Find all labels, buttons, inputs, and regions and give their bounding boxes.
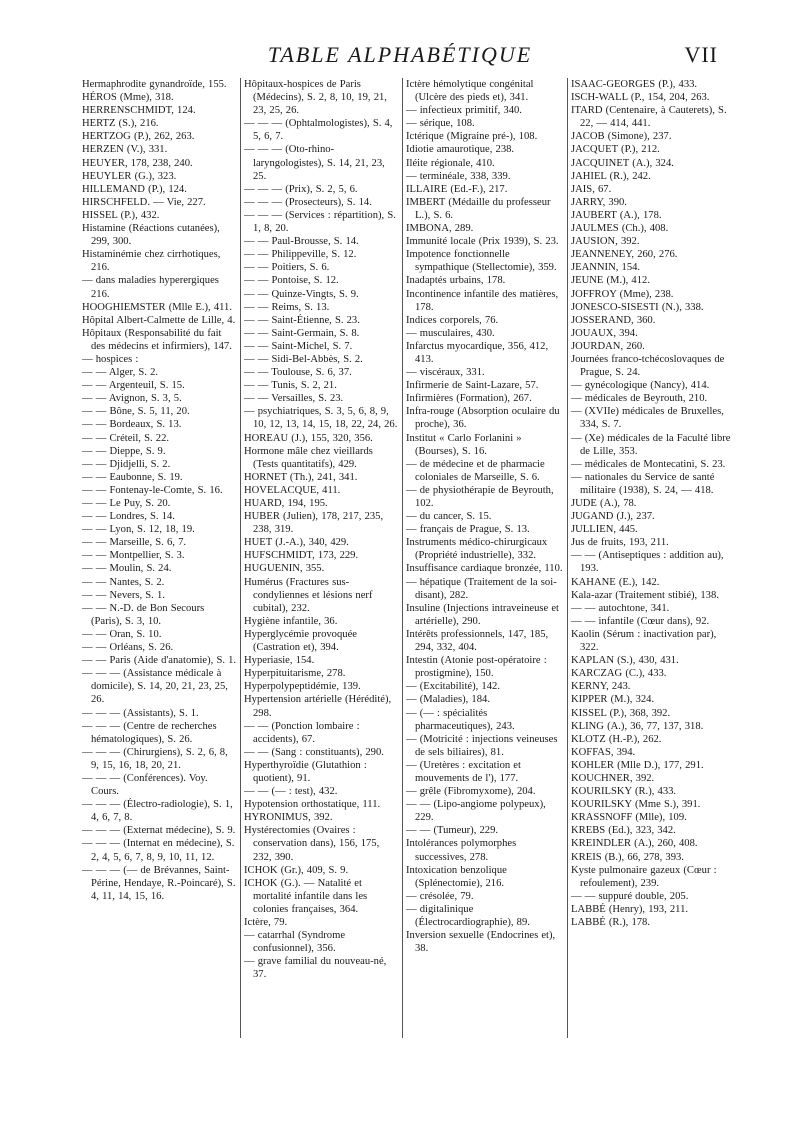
index-entry: JAIS, 67. bbox=[571, 183, 612, 195]
index-entry: JOFFROY (Mme), 238. bbox=[571, 288, 674, 300]
index-entry: Histamine (Réactions cutanées), 299, 300. bbox=[82, 223, 220, 248]
index-entry: — sérique, 108. bbox=[406, 118, 475, 130]
index-entry: — — suppuré double, 205. bbox=[571, 890, 689, 902]
index-entry: KARCZAG (C.), 433. bbox=[571, 668, 667, 680]
index-entry: — grêle (Fibromyxome), 204. bbox=[406, 786, 536, 798]
index-entry: — — Sidi-Bel-Abbès, S. 2. bbox=[244, 353, 363, 365]
index-entry: JOUAUX, 394. bbox=[571, 327, 638, 339]
index-entry: Ictère hémolytique congénital (Ulcère des pieds et), 341. bbox=[406, 79, 534, 104]
index-entry: — — Paul-Brousse, S. 14. bbox=[244, 236, 359, 248]
index-entry: ILLAIRE (Ed.-F.), 217. bbox=[406, 183, 508, 195]
index-entry: ISAAC-GEORGES (P.), 433. bbox=[571, 79, 698, 90]
index-entry: HORNET (Th.), 241, 341. bbox=[244, 471, 358, 483]
index-entry: Impotence fonctionnelle sympathique (Stellectomie), 359. bbox=[406, 249, 557, 274]
index-entry: — — Montpellier, S. 3. bbox=[82, 550, 185, 562]
index-entry: Journées franco-tchécoslovaques de Prague, S. 24. bbox=[571, 353, 725, 379]
index-entry: KIPPER (M.), 324. bbox=[571, 694, 655, 706]
index-entry: HUARD, 194, 195. bbox=[244, 498, 328, 509]
index-entry: — hospices : bbox=[82, 353, 139, 365]
index-entry: KOHLER (Mlle D.), 177, 291. bbox=[571, 759, 704, 771]
index-entry: — — Alger, S. 2. bbox=[82, 367, 159, 379]
index-entry: HISSEL (P.), 432. bbox=[82, 209, 160, 221]
index-entry: — — Fontenay-le-Comte, S. 16. bbox=[82, 484, 223, 496]
page-number: VII bbox=[684, 42, 718, 67]
index-entry: — dans maladies hyperergiques 216. bbox=[82, 275, 219, 300]
index-entry: — (Maladies), 184. bbox=[406, 694, 490, 706]
index-entry: Kaolin (Sérum : inactivation par), 322. bbox=[571, 628, 717, 654]
index-entry: — médicales de Montecatini, S. 23. bbox=[571, 458, 726, 470]
index-column-2 bbox=[244, 78, 399, 1068]
index-entry: — — — (Assistance médicale à domicile), S. 14, 20, 21, 23, 25, 26. bbox=[82, 668, 228, 706]
index-entry: — — Quinze-Vingts, S. 9. bbox=[244, 288, 359, 300]
index-entry: — — Saint-Étienne, S. 23. bbox=[244, 314, 360, 326]
index-entry: HERZEN (V.), 331. bbox=[82, 144, 168, 156]
index-entry: — — Créteil, S. 22. bbox=[82, 432, 170, 444]
index-entry: Inversion sexuelle (Endocrines et), 38. bbox=[406, 930, 556, 955]
index-entry: Jus de fruits, 193, 211. bbox=[571, 537, 669, 549]
index-entry: — nationales du Service de santé militaire (1938), S. 24, — 418. bbox=[571, 471, 715, 496]
index-entry: Intolérances polymorphes successives, 278. bbox=[406, 838, 517, 863]
index-entry: HUET (J.-A.), 340, 429. bbox=[244, 537, 349, 549]
index-entry: — — Dieppe, S. 9. bbox=[82, 445, 166, 457]
column-divider bbox=[567, 78, 568, 1038]
index-entry: — de médecine et de pharmacie coloniales de Marseille, S. 6. bbox=[406, 458, 545, 483]
index-entry: ITARD (Centenaire, à Cauterets), S. 22, — 414, 441. bbox=[571, 105, 727, 130]
index-entry: HYRONIMUS, 392. bbox=[244, 812, 333, 824]
index-entry: Hermaphrodite gynandroïde, 155. bbox=[82, 79, 227, 90]
index-entry: Insuffisance cardiaque bronzée, 110. bbox=[406, 563, 563, 575]
index-entry: — — Poitiers, S. 6. bbox=[244, 262, 330, 274]
index-entry: KISSEL (P.), 368, 392. bbox=[571, 707, 671, 719]
index-entry: Infra-rouge (Absorption oculaire du proche), 36. bbox=[406, 406, 560, 431]
index-entry: — grave familial du nouveau-né, 37. bbox=[244, 956, 387, 981]
index-entry: — (XVIIe) médicales de Bruxelles, 334, S. 7. bbox=[571, 406, 724, 431]
index-entry: — — Tunis, S. 2, 21. bbox=[244, 380, 337, 392]
index-entry: Hôpital Albert-Calmette de Lille, 4. bbox=[82, 314, 236, 326]
index-entry: — — (Lipo-angiome polypeux), 229. bbox=[406, 799, 546, 824]
index-entry: Hyperpituitarisme, 278. bbox=[244, 668, 346, 680]
index-entry: — (— : spécialités pharmaceutiques), 243. bbox=[406, 707, 515, 732]
index-entry: Infirmerie de Saint-Lazare, 57. bbox=[406, 380, 539, 392]
index-entry: — — — (Internat en médecine), S. 2, 4, 5, 6, 7, 8, 9, 10, 11, 12. bbox=[82, 838, 235, 863]
index-entry: — — — (Externat médecine), S. 9. bbox=[82, 825, 236, 837]
column-divider bbox=[402, 78, 403, 1038]
index-entry: — — — (Chirurgiens), S. 2, 6, 8, 9, 15, 16, 18, 20, 21. bbox=[82, 746, 228, 771]
index-entry: KREINDLER (A.), 260, 408. bbox=[571, 838, 698, 850]
index-entry: — (Xe) médicales de la Faculté libre de Lille, 353. bbox=[571, 432, 731, 457]
index-entry: — — Paris (Aide d'anatomie), S. 1. bbox=[82, 655, 237, 667]
index-entry: — — Londres, S. 14. bbox=[82, 511, 175, 523]
index-entry: — — — (Ophtalmologistes), S. 4, 5, 6, 7. bbox=[244, 118, 393, 143]
index-entry: — — Lyon, S. 12, 18, 19. bbox=[82, 524, 195, 536]
index-entry: — — (— : test), 432. bbox=[244, 786, 338, 798]
index-entry: JUDE (A.), 78. bbox=[571, 498, 637, 509]
index-entry: — — Toulouse, S. 6, 37. bbox=[244, 367, 352, 379]
index-entry: — — Eaubonne, S. 19. bbox=[82, 471, 183, 483]
index-entry: ICHOK (G.). — Natalité et mortalité infantile dans les colonies françaises, 364. bbox=[244, 877, 368, 915]
index-entry: HÉROS (Mme), 318. bbox=[82, 92, 174, 104]
index-entry: — (Excitabilité), 142. bbox=[406, 681, 500, 693]
index-entry: — — (Ponction lombaire : accidents), 67. bbox=[244, 720, 360, 745]
index-entry: — (Motricité : injections veineuses de sels biliaires), 81. bbox=[406, 733, 558, 758]
index-entry: — — — (Centre de recherches hématologiques), S. 26. bbox=[82, 720, 217, 745]
page-header bbox=[82, 40, 718, 70]
index-entry: — — Moulin, S. 24. bbox=[82, 563, 172, 575]
index-entry: — — Versailles, S. 23. bbox=[244, 393, 344, 405]
index-entry: KREIS (B.), 66, 278, 393. bbox=[571, 851, 684, 863]
index-entry: — — Reims, S. 13. bbox=[244, 301, 330, 313]
index-entry: — — (Tumeur), 229. bbox=[406, 825, 499, 837]
index-entry: KAPLAN (S.), 430, 431. bbox=[571, 655, 679, 667]
index-entry: — — Philippeville, S. 12. bbox=[244, 249, 357, 261]
page-title: TABLE ALPHABÉTIQUE bbox=[267, 42, 533, 67]
index-entry: JACQUINET (A.), 324. bbox=[571, 157, 674, 169]
index-entry: JAUSION, 392. bbox=[571, 236, 640, 248]
index-entry: — — — (Conférences). Voy. Cours. bbox=[82, 772, 208, 798]
index-entry: — — — (Prosecteurs), S. 14. bbox=[244, 196, 372, 208]
index-entry: JACOB (Simone), 237. bbox=[571, 131, 672, 143]
index-entry: — psychiatriques, S. 3, 5, 6, 8, 9, 10, 12, 13, 14, 15, 18, 22, 24, 26. bbox=[244, 406, 398, 431]
index-entry: Hystérectomies (Ovaires : conservation dans), 156, 175, 232, 390. bbox=[244, 825, 380, 863]
index-entry: HOOGHIEMSTER (Mlle E.), 411. bbox=[82, 301, 232, 313]
index-entry: KOFFAS, 394. bbox=[571, 746, 636, 758]
index-entry: — — — (Prix), S. 2, 5, 6. bbox=[244, 183, 358, 195]
index-entry: HIRSCHFELD. — Vie, 227. bbox=[82, 196, 206, 208]
index-entry: Intestin (Atonie post-opératoire : prostigmine), 150. bbox=[406, 655, 547, 680]
index-entry: — catarrhal (Syndrome confusionnel), 356. bbox=[244, 930, 346, 955]
index-entry: Hyperiasie, 154. bbox=[244, 655, 315, 667]
index-entry: KOUCHNER, 392. bbox=[571, 772, 655, 784]
index-entry: Ictère, 79. bbox=[244, 917, 288, 928]
index-entry: — — — (— de Brévannes, Saint-Périne, Hendaye, R.-Poincaré), S. 4, 11, 14, 15, 16. bbox=[82, 864, 236, 902]
index-entry: Hôpitaux (Responsabilité du fait des médecins et infirmiers), 147. bbox=[82, 327, 232, 352]
index-entry: — (Uretères : excitation et mouvements de l'), 177. bbox=[406, 759, 521, 784]
index-entry: — gynécologique (Nancy), 414. bbox=[571, 380, 710, 392]
index-entry: Intérêts professionnels, 147, 185, 294, 332, 404. bbox=[406, 628, 549, 654]
index-entry: KRASSNOFF (Mlle), 109. bbox=[571, 812, 687, 824]
index-entry: Hormone mâle chez vieillards (Tests quantitatifs), 429. bbox=[244, 445, 373, 470]
index-entry: — — — (Services : répartition), S. 1, 8, 20. bbox=[244, 209, 396, 235]
index-column-3 bbox=[406, 78, 564, 1068]
index-entry: KREBS (Ed.), 323, 342. bbox=[571, 825, 676, 837]
index-entry: KLOTZ (H.-P.), 262. bbox=[571, 733, 662, 745]
index-entry: — médicales de Beyrouth, 210. bbox=[571, 393, 708, 405]
index-entry: — — Orléans, S. 26. bbox=[82, 642, 174, 654]
index-entry: — français de Prague, S. 13. bbox=[406, 524, 530, 536]
index-entry: — — Marseille, S. 6, 7. bbox=[82, 537, 187, 549]
index-entry: Iléite régionale, 410. bbox=[406, 157, 495, 169]
index-entry: JAULMES (Ch.), 408. bbox=[571, 223, 669, 235]
index-entry: HOREAU (J.), 155, 320, 356. bbox=[244, 432, 373, 444]
index-entry: JACQUET (P.), 212. bbox=[571, 144, 660, 156]
index-entry: — terminéale, 338, 339. bbox=[406, 170, 511, 182]
index-entry: JOURDAN, 260. bbox=[571, 340, 645, 352]
index-entry: JEUNE (M.), 412. bbox=[571, 275, 650, 287]
index-entry: Idiotie amaurotique, 238. bbox=[406, 144, 515, 156]
index-entry: — musculaires, 430. bbox=[406, 327, 495, 339]
index-entry: JAHIEL (R.), 242. bbox=[571, 170, 651, 182]
index-entry: — — Avignon, S. 3, 5. bbox=[82, 393, 182, 405]
index-entry: Indices corporels, 76. bbox=[406, 314, 499, 326]
index-entry: HEUYER, 178, 238, 240. bbox=[82, 157, 193, 169]
index-entry: Immunité locale (Prix 1939), S. 23. bbox=[406, 236, 559, 248]
index-entry: — — — (Assistants), S. 1. bbox=[82, 707, 199, 719]
index-entry: Infirmières (Formation), 267. bbox=[406, 393, 532, 405]
index-entry: Ictérique (Migraine pré-), 108. bbox=[406, 131, 538, 143]
index-entry: KLING (A.), 36, 77, 137, 318. bbox=[571, 720, 704, 732]
index-columns bbox=[82, 78, 734, 1078]
index-entry: — — Saint-Michel, S. 7. bbox=[244, 340, 353, 352]
index-entry: KOURILSKY (Mme S.), 391. bbox=[571, 799, 701, 811]
index-entry: IMBONA, 289. bbox=[406, 223, 474, 235]
index-entry: HOVELACQUE, 411. bbox=[244, 484, 341, 496]
index-entry: LABBÉ (Henry), 193, 211. bbox=[571, 903, 689, 915]
index-entry: — — Le Puy, S. 20. bbox=[82, 498, 171, 509]
column-divider bbox=[240, 78, 241, 1038]
index-entry: HUBER (Julien), 178, 217, 235, 238, 319. bbox=[244, 511, 384, 536]
index-entry: — de physiothérapie de Beyrouth, 102. bbox=[406, 484, 554, 509]
index-entry: — — Argenteuil, S. 15. bbox=[82, 380, 185, 392]
index-entry: — — Oran, S. 10. bbox=[82, 628, 162, 640]
index-entry: Humérus (Fractures sus-condyliennes et lésions nerf cubital), 232. bbox=[244, 576, 373, 614]
index-entry: — — Pontoise, S. 12. bbox=[244, 275, 339, 287]
index-entry: Kyste pulmonaire gazeux (Cœur : refoulement), 239. bbox=[571, 864, 717, 889]
index-entry: KAHANE (E.), 142. bbox=[571, 576, 660, 588]
index-entry: — — — (Électro-radiologie), S. 1, 4, 6, 7, 8. bbox=[82, 799, 233, 824]
index-entry: Hypertension artérielle (Hérédité), 298. bbox=[244, 694, 392, 719]
index-entry: KERNY, 243. bbox=[571, 681, 631, 693]
index-entry: — crésolée, 79. bbox=[406, 890, 474, 902]
index-entry: Hôpitaux-hospices de Paris (Médecins), S. 2, 8, 10, 19, 21, 23, 25, 26. bbox=[244, 79, 387, 117]
index-entry: — digitalinique (Électrocardiographie), 89. bbox=[406, 903, 530, 928]
index-entry: — — Nevers, S. 1. bbox=[82, 589, 165, 601]
index-entry: — — Djidjelli, S. 2. bbox=[82, 458, 171, 470]
index-entry: HERRENSCHMIDT, 124. bbox=[82, 105, 196, 117]
index-entry: LABBÉ (R.), 178. bbox=[571, 917, 650, 928]
index-entry: Hypotension orthostatique, 111. bbox=[244, 799, 381, 811]
index-entry: HUFSCHMIDT, 173, 229. bbox=[244, 550, 359, 562]
index-entry: — — autochtone, 341. bbox=[571, 602, 670, 614]
index-entry: Hyperthyroïdie (Glutathion : quotient), 91. bbox=[244, 759, 367, 784]
index-entry: — hépatique (Traitement de la soi-disant), 282. bbox=[406, 576, 557, 601]
index-entry: — du cancer, S. 15. bbox=[406, 511, 492, 523]
index-column-1 bbox=[82, 78, 237, 1068]
index-entry: — — Bône, S. 5, 11, 20. bbox=[82, 406, 190, 418]
index-entry: — viscéraux, 331. bbox=[406, 367, 485, 379]
index-entry: JOSSERAND, 360. bbox=[571, 314, 656, 326]
index-column-4 bbox=[571, 78, 731, 1068]
index-entry: ICHOK (Gr.), 409, S. 9. bbox=[244, 864, 349, 876]
index-entry: JARRY, 390. bbox=[571, 196, 627, 208]
index-entry: — — Nantes, S. 2. bbox=[82, 576, 165, 588]
index-entry: Hyperpolypeptidémie, 139. bbox=[244, 681, 361, 693]
index-entry: — — (Sang : constituants), 290. bbox=[244, 746, 384, 758]
index-entry: JONESCO-SISESTI (N.), 338. bbox=[571, 301, 704, 313]
index-entry: JUGAND (J.), 237. bbox=[571, 511, 655, 523]
index-entry: IMBERT (Médaille du professeur L.), S. 6. bbox=[406, 196, 551, 221]
index-entry: — — Saint-Germain, S. 8. bbox=[244, 327, 360, 339]
index-entry: — — infantile (Cœur dans), 92. bbox=[571, 615, 710, 627]
index-entry: — — N.-D. de Bon Secours (Paris), S. 3, 10. bbox=[82, 602, 205, 627]
index-entry: — — (Antiseptiques : addition au), 193. bbox=[571, 550, 724, 575]
index-entry: Insuline (Injections intraveineuse et artérielle), 290. bbox=[406, 602, 559, 627]
index-entry: JULLIEN, 445. bbox=[571, 524, 638, 536]
index-entry: Hygiène infantile, 36. bbox=[244, 615, 338, 627]
index-entry: — — Bordeaux, S. 13. bbox=[82, 419, 182, 431]
index-entry: HERTZ (S.), 216. bbox=[82, 118, 159, 130]
index-entry: ISCH-WALL (P., 154, 204, 263. bbox=[571, 92, 710, 104]
index-entry: Incontinence infantile des matières, 178. bbox=[406, 288, 559, 313]
index-entry: Histaminémie chez cirrhotiques, 216. bbox=[82, 249, 221, 274]
index-entry: Intoxication benzolique (Splénectomie), 216. bbox=[406, 864, 507, 889]
index-entry: JEANNENEY, 260, 276. bbox=[571, 249, 678, 261]
index-entry: HUGUENIN, 355. bbox=[244, 563, 325, 575]
index-entry: HILLEMAND (P.), 124. bbox=[82, 183, 187, 195]
index-entry: HERTZOG (P.), 262, 263. bbox=[82, 131, 195, 143]
index-entry: KOURILSKY (R.), 433. bbox=[571, 786, 677, 798]
index-entry: Inadaptés urbains, 178. bbox=[406, 275, 506, 287]
index-entry: Kala-azar (Traitement stibié), 138. bbox=[571, 589, 719, 601]
index-entry: Instruments médico-chirurgicaux (Propriété industrielle), 332. bbox=[406, 537, 548, 562]
index-entry: Hyperglycémie provoquée (Castration et), 394. bbox=[244, 628, 357, 654]
index-entry: JAUBERT (A.), 178. bbox=[571, 209, 662, 221]
index-entry: Institut « Carlo Forlanini » (Bourses), S. 16. bbox=[406, 432, 522, 457]
index-entry: HEUYLER (G.), 323. bbox=[82, 170, 177, 182]
index-entry: Infarctus myocardique, 356, 412, 413. bbox=[406, 340, 549, 365]
index-entry: — infectieux primitif, 340. bbox=[406, 105, 522, 117]
index-entry: JEANNIN, 154. bbox=[571, 262, 641, 274]
index-entry: — — — (Oto-rhino-laryngologistes), S. 14, 21, 23, 25. bbox=[244, 144, 385, 182]
